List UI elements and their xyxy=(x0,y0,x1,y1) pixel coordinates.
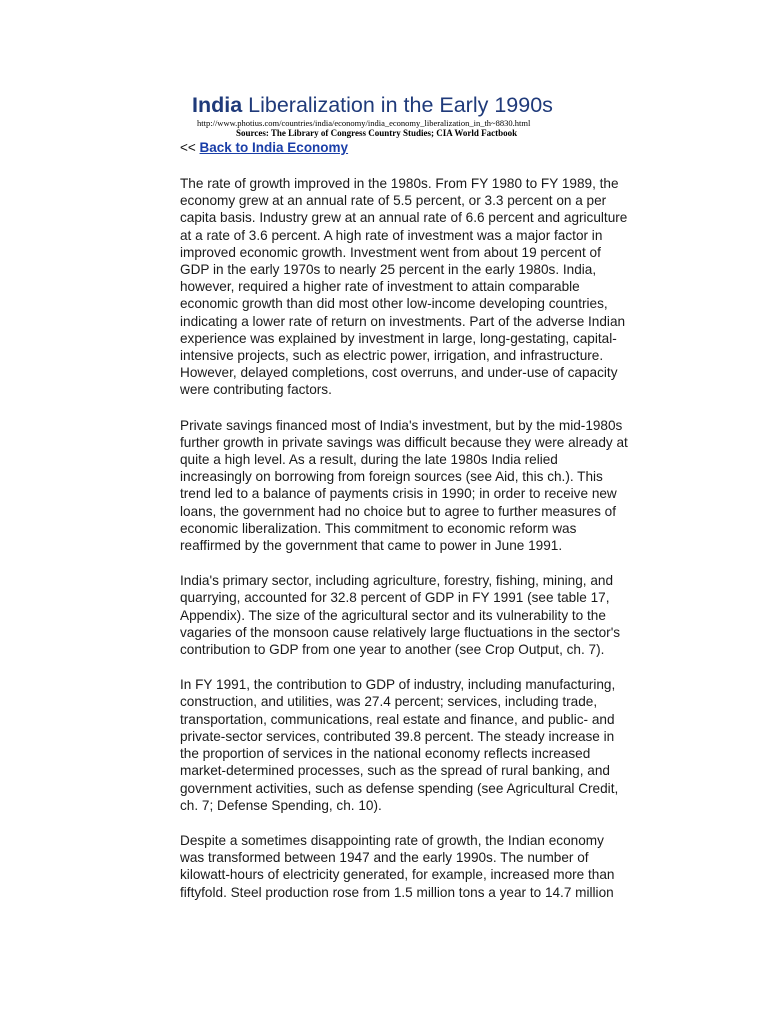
paragraph-line: Appendix). The size of the agricultural sector and its vulnerability to the xyxy=(180,607,606,623)
paragraph-line: vagaries of the monsoon cause relatively large fluctuations in the sector's xyxy=(180,624,621,640)
paragraph-line: intensive projects, such as electric power, irrigation, and infrastructure. xyxy=(180,348,604,364)
paragraph-line: In FY 1991, the contribution to GDP of industry, including manufacturing, xyxy=(180,677,616,693)
paragraph-line: economy grew at an annual rate of 5.5 percent, or 3.3 percent on a per xyxy=(180,193,607,209)
paragraph-line: market-determined processes, such as the spread of rural banking, and xyxy=(180,763,610,779)
paragraph-line: government activities, such as defense spending (see Agricultural Credit, xyxy=(180,780,619,796)
paragraph-line: at a rate of 3.6 percent. A high rate of investment was a major factor in xyxy=(180,227,603,243)
paragraph-line: economic liberalization. This commitment to economic reform was xyxy=(180,520,577,536)
paragraph-line: India's primary sector, including agriculture, forestry, fishing, mining, and xyxy=(180,573,614,589)
paragraph-line: economic growth than did most other low-income developing countries, xyxy=(180,296,608,312)
paragraph xyxy=(180,572,680,658)
article-body xyxy=(180,175,680,901)
paragraph-line: GDP in the early 1970s to nearly 25 percent in the early 1980s. India, xyxy=(180,262,597,278)
paragraph-line: contribution to GDP from one year to another (see Crop Output, ch. 7). xyxy=(180,642,605,658)
paragraph-line: However, delayed completions, cost overruns, and under-use of capacity xyxy=(180,365,618,381)
paragraph-line: improved economic growth. Investment went from about 19 percent of xyxy=(180,244,601,260)
paragraph xyxy=(180,175,680,399)
paragraph-line: kilowatt-hours of electricity generated, for example, increased more than xyxy=(180,867,615,883)
paragraph-line: experience was explained by investment in large, long-gestating, capital- xyxy=(180,330,617,346)
sources-credit: Sources: The Library of Congress Country Studies; CIA World Factbook xyxy=(236,128,518,138)
paragraph-line: trend led to a balance of payments crisis in 1990; in order to receive new xyxy=(180,486,617,502)
paragraph-line: loans, the government had no choice but to agree to further measures of xyxy=(180,503,617,519)
title-country: India xyxy=(192,93,243,117)
paragraph-line: ch. 7; Defense Spending, ch. 10). xyxy=(180,797,382,813)
document-page xyxy=(180,92,680,919)
back-prefix: << xyxy=(180,140,200,155)
paragraph-line: Private savings financed most of India's investment, but by the mid-1980s xyxy=(180,417,623,433)
paragraph-line: increasingly on borrowing from foreign sources (see Aid, this ch.). This xyxy=(180,469,603,485)
paragraph-line: private-sector services, contributed 39.8 percent. The steady increase in xyxy=(180,728,615,744)
paragraph-line: indicating a lower rate of return on investments. Part of the adverse Indian xyxy=(180,313,626,329)
page-title xyxy=(180,92,680,118)
source-url: http://www.photius.com/countries/india/economy/india_economy_liberalization_in_th~8830.html xyxy=(197,118,531,128)
paragraph-line: construction, and utilities, was 27.4 percent; services, including trade, xyxy=(180,694,598,710)
paragraph-line: quite a high level. As a result, during the late 1980s India relied xyxy=(180,452,558,468)
paragraph-line: were contributing factors. xyxy=(180,382,332,398)
paragraph-line: The rate of growth improved in the 1980s. From FY 1980 to FY 1989, the xyxy=(180,176,619,191)
paragraph xyxy=(180,832,680,901)
title-text: Liberalization in the Early 1990s xyxy=(242,93,553,117)
paragraph-line: was transformed between 1947 and the early 1990s. The number of xyxy=(180,850,589,866)
paragraph-line: however, required a higher rate of investment to attain comparable xyxy=(180,279,580,295)
paragraph-line: the proportion of services in the national economy reflects increased xyxy=(180,746,591,762)
paragraph-line: capita basis. Industry grew at an annual rate of 6.6 percent and agriculture xyxy=(180,210,628,226)
paragraph-line: transportation, communications, real estate and finance, and public- and xyxy=(180,711,615,727)
paragraph-line: further growth in private savings was difficult because they were already at xyxy=(180,434,628,450)
paragraph-line: quarrying, accounted for 32.8 percent of GDP in FY 1991 (see table 17, xyxy=(180,590,610,606)
paragraph-line: reaffirmed by the government that came to power in June 1991. xyxy=(180,538,563,554)
paragraph xyxy=(180,417,680,555)
back-to-economy-link[interactable]: Back to India Economy xyxy=(199,140,349,155)
paragraph xyxy=(180,676,680,814)
paragraph-line: fiftyfold. Steel production rose from 1.5 million tons a year to 14.7 million xyxy=(180,884,614,900)
paragraph-line: Despite a sometimes disappointing rate of growth, the Indian economy xyxy=(180,832,604,848)
back-nav xyxy=(180,139,680,157)
